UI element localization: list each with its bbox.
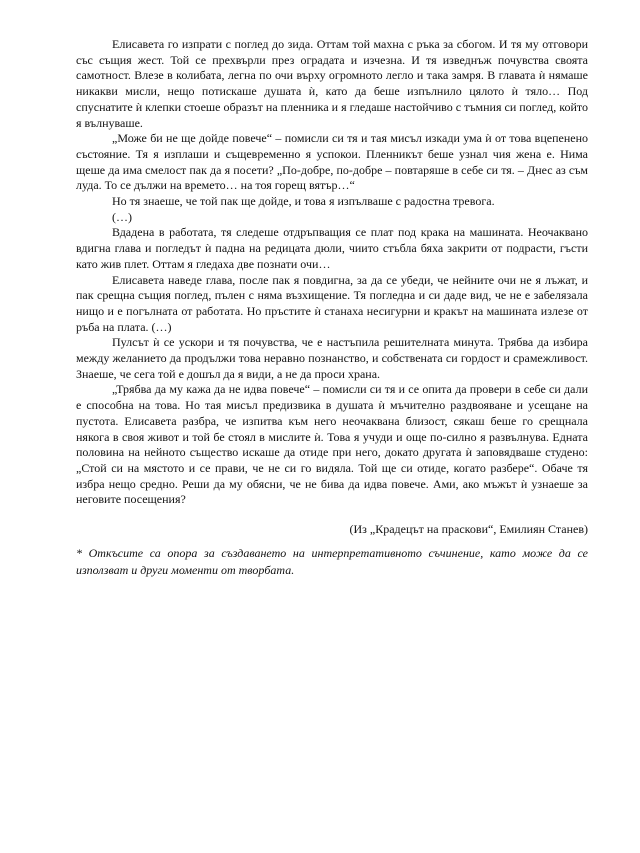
paragraph-6: Пулсът ѝ се ускори и тя почувства, че е настъпила решителната минута. Трябва да избира между желанието да продължи това неравно познанство, и собствената си гордост и срамежливост. Знаеше, че сега той е дошъл да я види, а не да проси храна. (76, 335, 588, 381)
paragraph-7: „Трябва да му кажа да не идва повече“ – помисли си тя и се опита да провери в себе си дали е способна на това. Но тая мисъл предизвика в душата ѝ мъчително раздвояване и усещане на пустота. Елисавета разбра, че изпитва към него неочаквана близост, сякаш беше го срещнала някога в своя живот и той бе стоял в мислите ѝ. Това я учуди и още по-силно я развълнува. Едната половина на нейното същество искаше да отиде при него, докато другата ѝ заповядваше студено: „Стой си на мястото и се прави, че не си го видяла. Той ще си отиде, когато разбере“. Обаче тя избра нещо средно. Реши да му обясни, че не бива да идва повече. Ами, ако мъжът ѝ узнаеше за неговите посещения? (76, 382, 588, 507)
footnote: * Откъсите са опора за създаването на интерпретативното съчинение, като може да се използват и други моменти от творбата. (76, 546, 588, 577)
paragraph-4: Вдадена в работата, тя следеше отдръпващия се плат под крака на машината. Неочаквано вдигна глава и погледът ѝ падна на редицата дюли, чиито стъбла бяха закрити от подрасти, гъсти като жив плет. Оттам я гледаха две познати очи… (76, 225, 588, 271)
paragraph-2: „Може би не ще дойде повече“ – помисли си тя и тая мисъл изкади ума ѝ от това вцепенено състояние. Тя я изплаши и същевременно я успокои. Пленникът беше узнал чия жена е. Нима щеше да има смелост пак да я посети? „По-добре, по-добре – повтаряше в себе си тя. – Днес аз съм луда. То се дължи на времето… на тоя горещ вятър…“ (76, 131, 588, 193)
paragraph-5: Елисавета наведе глава, после пак я повдигна, за да се убеди, че нейните очи не я лъжат, и пак срещна същия поглед, пълен с няма възхищение. Тя погледна и си даде вид, че не е забелязала нищо и е погълната от работата. Но пръстите ѝ станаха несигурни и кракът на машината излезе от ръба на плата. (…) (76, 272, 588, 334)
source-citation: (Из „Крадецът на праскови“, Емилиян Станев) (349, 522, 588, 537)
ellipsis-marker-1: (…) (112, 209, 132, 224)
paragraph-1: Елисавета го изпрати с поглед до зида. Оттам той махна с ръка за сбогом. И тя му отговори със същия жест. Той се прехвърли през оградата и изчезна. И тя изведнъж почувства своята самотност. Влезе в колибата, легна по очи върху огромното легло и така замря. В главата ѝ нямаше никакви мисли, нещо потискаше душата ѝ, като да беше изпълнило цялото ѝ тяло… Под спуснатите ѝ клепки стоеше образът на пленника и я гледаше настойчиво с тъмния си поглед, който я вълнуваше. (76, 37, 588, 130)
excerpt-body (76, 37, 588, 538)
paragraph-3: Но тя знаеше, че той пак ще дойде, и това я изпълваше с радостна тревога. (112, 194, 495, 209)
